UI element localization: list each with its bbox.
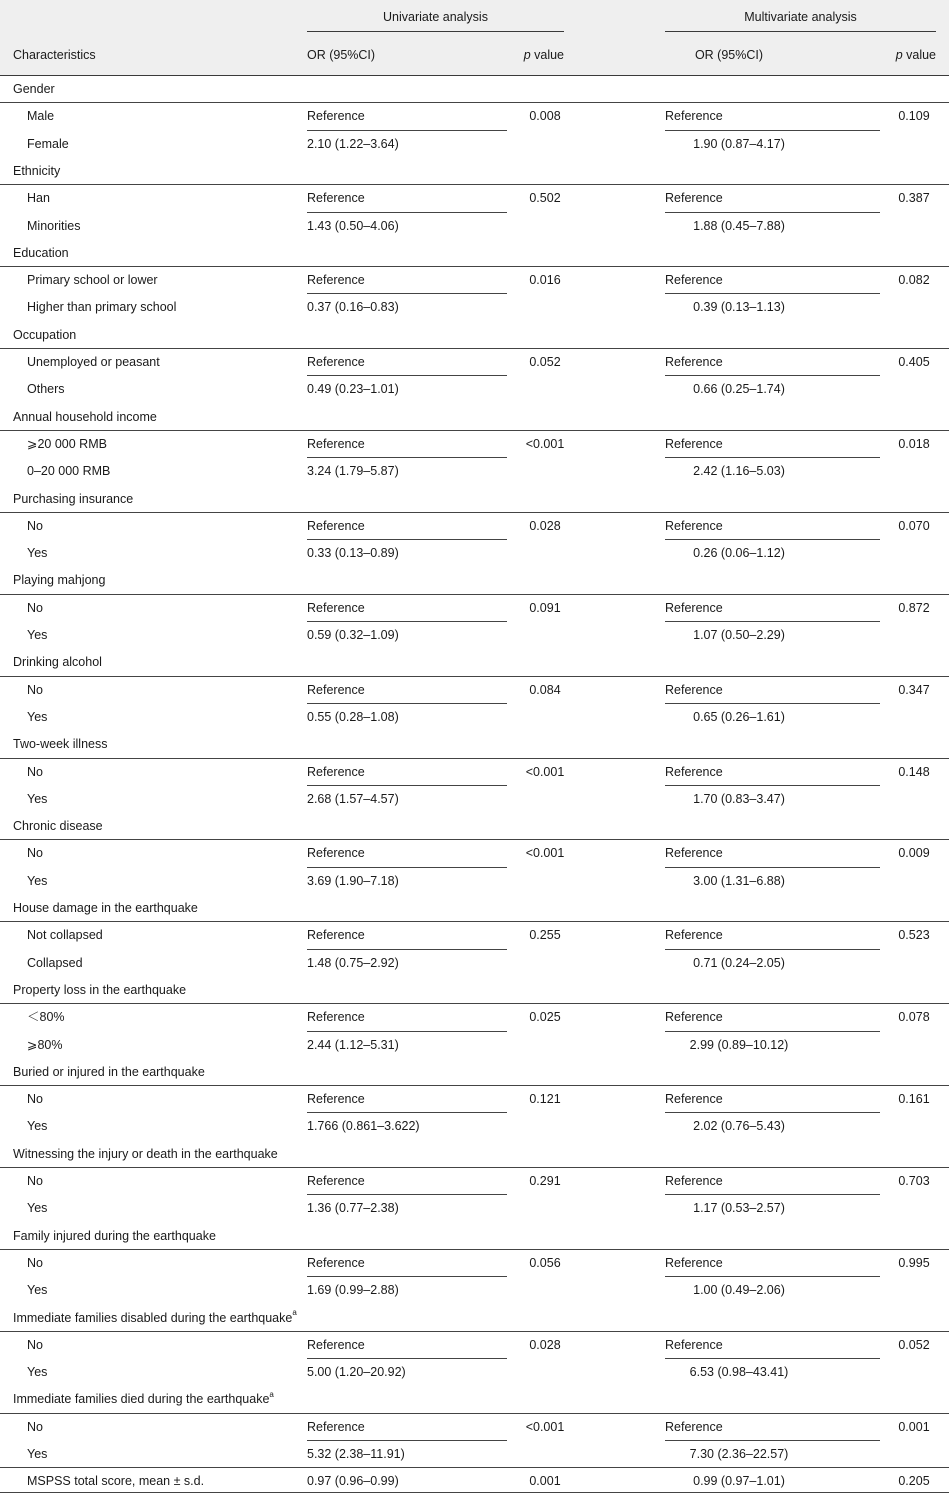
or-univariate: 5.00 (1.20–20.92) — [307, 1365, 406, 1380]
or-univariate: Reference — [307, 273, 365, 288]
reference-rule-multivariate — [665, 1112, 880, 1113]
group-title: Family injured during the earthquake — [13, 1228, 216, 1243]
or-univariate: 1.43 (0.50–4.06) — [307, 218, 399, 233]
reference-rule-multivariate — [665, 867, 880, 868]
reference-rule-multivariate — [665, 293, 880, 294]
reference-rule-univariate — [307, 867, 507, 868]
multivariate-rule — [665, 31, 936, 32]
row-label: Yes — [27, 1119, 48, 1134]
last-row-rule — [0, 1467, 949, 1468]
table-bottom-rule — [0, 1492, 949, 1493]
p-multivariate: 0.078 — [898, 1010, 930, 1025]
or-univariate: 1.36 (0.77–2.38) — [307, 1201, 399, 1216]
group-title: House damage in the earthquake — [13, 901, 198, 915]
group-rule — [0, 676, 949, 677]
reference-rule-univariate — [307, 785, 507, 786]
group-title: Occupation — [13, 327, 77, 342]
or-univariate: Reference — [307, 1419, 365, 1434]
reference-rule-univariate — [307, 1194, 507, 1195]
group-rule — [0, 1331, 949, 1332]
row-label: Not collapsed — [27, 928, 103, 943]
reference-rule-multivariate — [665, 1276, 880, 1277]
or-univariate: 0.97 (0.96–0.99) — [307, 1474, 399, 1489]
group-rule — [0, 1085, 949, 1086]
reference-rule-multivariate — [665, 212, 880, 213]
footnote-marker: a — [269, 1390, 274, 1400]
or-univariate: 3.69 (1.90–7.18) — [307, 873, 399, 888]
or-multivariate: Reference — [665, 518, 723, 533]
p-multivariate: 0.018 — [898, 436, 930, 451]
group-title: Purchasing insurance — [13, 491, 134, 506]
row-label: No — [27, 682, 43, 697]
or-multivariate: Reference — [665, 928, 723, 943]
row-label: No — [27, 764, 43, 779]
reference-rule-multivariate — [665, 1194, 880, 1195]
row-label: No — [27, 518, 43, 533]
footnote-marker: a — [292, 1308, 297, 1318]
or-multivariate: Reference — [665, 1092, 723, 1107]
or-multivariate: 0.66 (0.25–1.74) — [693, 382, 785, 397]
group-title: Property loss in the earthquake — [13, 982, 187, 997]
or-univariate: 0.49 (0.23–1.01) — [307, 382, 399, 397]
p-univariate: 0.016 — [529, 273, 561, 288]
row-label: Yes — [27, 546, 48, 561]
col-header-p-multivariate — [852, 47, 936, 63]
group-header-multivariate: Multivariate analysis — [744, 10, 857, 24]
group-rule — [0, 102, 949, 103]
group-rule — [0, 839, 949, 840]
p-univariate: 0.091 — [529, 600, 561, 615]
group-rule — [0, 1249, 949, 1250]
reference-rule-univariate — [307, 130, 507, 131]
p-univariate: 0.028 — [529, 1337, 561, 1352]
p-multivariate: 0.205 — [898, 1474, 930, 1489]
or-multivariate: 6.53 (0.98–43.41) — [689, 1365, 789, 1380]
or-univariate: 2.44 (1.12–5.31) — [307, 1037, 399, 1052]
group-title: Immediate families disabled during the earthquake$^a$ — [13, 1308, 297, 1325]
or-multivariate: 1.90 (0.87–4.17) — [693, 136, 785, 151]
or-multivariate: 0.71 (0.24–2.05) — [693, 955, 785, 970]
or-multivariate: 1.70 (0.83–3.47) — [693, 791, 785, 806]
p-multivariate: 0.405 — [898, 355, 930, 369]
p-univariate: 0.502 — [529, 191, 561, 206]
or-multivariate: Reference — [665, 846, 723, 861]
p-multivariate: 0.001 — [898, 1419, 930, 1434]
or-univariate: 2.68 (1.57–4.57) — [307, 791, 399, 806]
or-multivariate: Reference — [665, 355, 723, 369]
group-title: Witnessing the injury or death in the earthquake — [13, 1146, 278, 1161]
group-rule — [0, 594, 949, 595]
p-italic: p — [895, 48, 903, 62]
row-label: No — [27, 1419, 43, 1434]
col-header-p-univariate — [480, 47, 564, 63]
or-multivariate: 7.30 (2.36–22.57) — [689, 1447, 789, 1461]
or-multivariate: 1.17 (0.53–2.57) — [693, 1201, 785, 1216]
or-univariate: Reference — [307, 928, 365, 943]
p-multivariate: 0.161 — [898, 1092, 930, 1107]
group-title: Ethnicity — [13, 163, 61, 178]
or-multivariate: Reference — [665, 436, 723, 451]
row-label: Unemployed or peasant — [27, 355, 160, 369]
p-univariate: 0.291 — [529, 1174, 561, 1188]
group-rule — [0, 1167, 949, 1168]
or-univariate: 2.10 (1.22–3.64) — [307, 136, 399, 151]
row-label: No — [27, 1337, 43, 1352]
row-label: Male — [27, 109, 55, 124]
p-multivariate: 0.148 — [898, 764, 930, 779]
p-univariate: 0.001 — [529, 1474, 561, 1489]
or-univariate: 5.32 (2.38–11.91) — [307, 1447, 405, 1461]
reference-rule-univariate — [307, 1276, 507, 1277]
or-univariate: Reference — [307, 1174, 365, 1188]
p-univariate: <0.001 — [525, 1419, 565, 1434]
or-multivariate: Reference — [665, 273, 723, 288]
group-title: Two-week illness — [13, 737, 108, 752]
p-italic: p — [523, 48, 531, 62]
reference-rule-univariate — [307, 457, 507, 458]
group-title: Playing mahjong — [13, 573, 106, 588]
or-multivariate: Reference — [665, 1255, 723, 1270]
or-multivariate: Reference — [665, 1174, 723, 1188]
row-label: Yes — [27, 873, 48, 888]
or-univariate: 0.59 (0.32–1.09) — [307, 628, 399, 642]
row-label: No — [27, 846, 43, 861]
p-univariate: 0.255 — [529, 928, 561, 943]
row-label: No — [27, 1092, 43, 1107]
or-multivariate: 1.88 (0.45–7.88) — [693, 218, 785, 233]
reference-rule-multivariate — [665, 539, 880, 540]
p-multivariate: 0.009 — [898, 846, 930, 861]
or-univariate: Reference — [307, 764, 365, 779]
or-univariate: Reference — [307, 436, 365, 451]
row-label: Yes — [27, 1447, 48, 1461]
reference-rule-univariate — [307, 703, 507, 704]
col-header-or-multivariate: OR (95%CI) — [694, 48, 764, 62]
p-multivariate: 0.347 — [898, 682, 930, 697]
or-multivariate: Reference — [665, 1010, 723, 1025]
or-multivariate: 2.02 (0.76–5.43) — [693, 1119, 785, 1134]
p-univariate: 0.056 — [529, 1255, 561, 1270]
reference-rule-univariate — [307, 1358, 507, 1359]
p-univariate: 0.028 — [529, 518, 561, 533]
or-multivariate: 0.99 (0.97–1.01) — [693, 1474, 785, 1489]
reference-rule-univariate — [307, 212, 507, 213]
group-rule — [0, 512, 949, 513]
or-multivariate: 2.42 (1.16–5.03) — [693, 464, 785, 479]
or-univariate: Reference — [307, 1255, 365, 1270]
row-label: Collapsed — [27, 955, 83, 970]
p-multivariate: 0.109 — [898, 109, 930, 124]
or-multivariate: 1.07 (0.50–2.29) — [693, 628, 785, 642]
reference-rule-univariate — [307, 293, 507, 294]
row-label: Others — [27, 382, 65, 397]
or-univariate: 0.37 (0.16–0.83) — [307, 300, 399, 315]
or-univariate: 1.69 (0.99–2.88) — [307, 1283, 399, 1298]
row-label: MSPSS total score, mean ± s.d. — [27, 1474, 205, 1489]
row-label: Yes — [27, 628, 48, 642]
or-univariate: Reference — [307, 518, 365, 533]
group-title: Chronic disease — [13, 819, 103, 834]
reference-rule-multivariate — [665, 703, 880, 704]
or-multivariate: 0.65 (0.26–1.61) — [693, 709, 785, 724]
or-multivariate: Reference — [665, 682, 723, 697]
reference-rule-multivariate — [665, 1358, 880, 1359]
p-multivariate: 0.872 — [898, 600, 930, 615]
row-label: ＜80% — [27, 1010, 65, 1025]
or-multivariate: 2.99 (0.89–10.12) — [689, 1037, 789, 1052]
p-univariate: <0.001 — [525, 436, 565, 451]
or-univariate: Reference — [307, 846, 365, 861]
or-univariate: 1.48 (0.75–2.92) — [307, 955, 399, 970]
p-univariate: 0.052 — [529, 355, 561, 369]
reference-rule-multivariate — [665, 949, 880, 950]
reference-rule-univariate — [307, 375, 507, 376]
p-univariate: 0.121 — [529, 1092, 561, 1107]
group-title: Immediate families died during the earthquake$^a$ — [13, 1390, 274, 1407]
group-rule — [0, 184, 949, 185]
row-label: No — [27, 1174, 43, 1188]
group-title: Buried or injured in the earthquake — [13, 1064, 205, 1079]
or-multivariate: Reference — [665, 600, 723, 615]
reference-rule-multivariate — [665, 1031, 880, 1032]
group-rule — [0, 1003, 949, 1004]
or-multivariate: Reference — [665, 764, 723, 779]
or-multivariate: 0.26 (0.06–1.12) — [693, 546, 785, 561]
or-multivariate: Reference — [665, 191, 723, 206]
reference-rule-multivariate — [665, 621, 880, 622]
col-header-characteristics: Characteristics — [13, 48, 96, 62]
or-univariate: Reference — [307, 682, 365, 697]
row-label: Minorities — [27, 218, 81, 233]
or-univariate: Reference — [307, 191, 365, 206]
or-univariate: Reference — [307, 600, 365, 615]
or-univariate: Reference — [307, 1337, 365, 1352]
reference-rule-univariate — [307, 949, 507, 950]
group-title: Annual household income — [13, 409, 157, 424]
reference-rule-univariate — [307, 1031, 507, 1032]
row-label: Han — [27, 191, 50, 206]
group-rule — [0, 266, 949, 267]
table-header — [0, 0, 949, 75]
group-rule — [0, 348, 949, 349]
reference-rule-multivariate — [665, 457, 880, 458]
p-univariate: 0.025 — [529, 1010, 561, 1025]
p-multivariate: 0.052 — [898, 1337, 930, 1352]
reference-rule-univariate — [307, 1112, 507, 1113]
group-header-univariate: Univariate analysis — [383, 10, 488, 24]
p-univariate: <0.001 — [525, 764, 565, 779]
row-label: Primary school or lower — [27, 273, 158, 288]
or-univariate: Reference — [307, 1092, 365, 1107]
row-label: Female — [27, 136, 69, 151]
header-bottom-rule — [0, 75, 949, 76]
p-multivariate: 0.387 — [898, 191, 930, 206]
group-rule — [0, 758, 949, 759]
or-multivariate: 1.00 (0.49–2.06) — [693, 1283, 785, 1298]
group-title: Education — [13, 245, 69, 260]
group-rule — [0, 430, 949, 431]
or-multivariate: Reference — [665, 109, 723, 124]
col-header-or-univariate: OR (95%CI) — [307, 48, 376, 62]
reference-rule-multivariate — [665, 375, 880, 376]
row-label: Yes — [27, 1201, 48, 1216]
p-multivariate: 0.070 — [898, 518, 930, 533]
row-label: Yes — [27, 1365, 48, 1380]
reference-rule-multivariate — [665, 1440, 880, 1441]
p-multivariate: 0.523 — [898, 928, 930, 943]
row-label: No — [27, 600, 43, 615]
row-label: Yes — [27, 709, 48, 724]
p-univariate: 0.008 — [529, 109, 561, 124]
row-label: No — [27, 1255, 43, 1270]
p-value-word: value — [902, 48, 936, 62]
group-rule — [0, 921, 949, 922]
reference-rule-univariate — [307, 621, 507, 622]
row-label: 0–20 000 RMB — [27, 464, 111, 479]
row-label: Higher than primary school — [27, 300, 177, 315]
univariate-rule — [307, 31, 564, 32]
or-univariate: 0.33 (0.13–0.89) — [307, 546, 399, 561]
or-univariate: Reference — [307, 1010, 365, 1025]
p-univariate: <0.001 — [525, 846, 565, 861]
row-label: ⩾80% — [27, 1037, 63, 1052]
reference-rule-multivariate — [665, 130, 880, 131]
p-value-word: value — [530, 48, 564, 62]
or-multivariate: 0.39 (0.13–1.13) — [693, 300, 785, 315]
or-multivariate: Reference — [665, 1419, 723, 1434]
reference-rule-univariate — [307, 539, 507, 540]
or-univariate: Reference — [307, 355, 365, 369]
p-multivariate: 0.703 — [898, 1174, 930, 1188]
group-title: Gender — [13, 82, 55, 96]
or-univariate: 0.55 (0.28–1.08) — [307, 709, 399, 724]
group-rule — [0, 1413, 949, 1414]
row-label: Yes — [27, 1283, 48, 1298]
or-multivariate: Reference — [665, 1337, 723, 1352]
or-multivariate: 3.00 (1.31–6.88) — [693, 873, 785, 888]
or-univariate: 3.24 (1.79–5.87) — [307, 464, 399, 479]
row-label: Yes — [27, 791, 48, 806]
group-title: Drinking alcohol — [13, 655, 102, 670]
reference-rule-multivariate — [665, 785, 880, 786]
reference-rule-univariate — [307, 1440, 507, 1441]
p-univariate: 0.084 — [529, 682, 561, 697]
row-label: ⩾20 000 RMB — [27, 436, 107, 451]
p-multivariate: 0.995 — [898, 1255, 930, 1270]
or-univariate: 1.766 (0.861–3.622) — [307, 1119, 420, 1134]
p-multivariate: 0.082 — [898, 273, 930, 288]
or-univariate: Reference — [307, 109, 365, 124]
